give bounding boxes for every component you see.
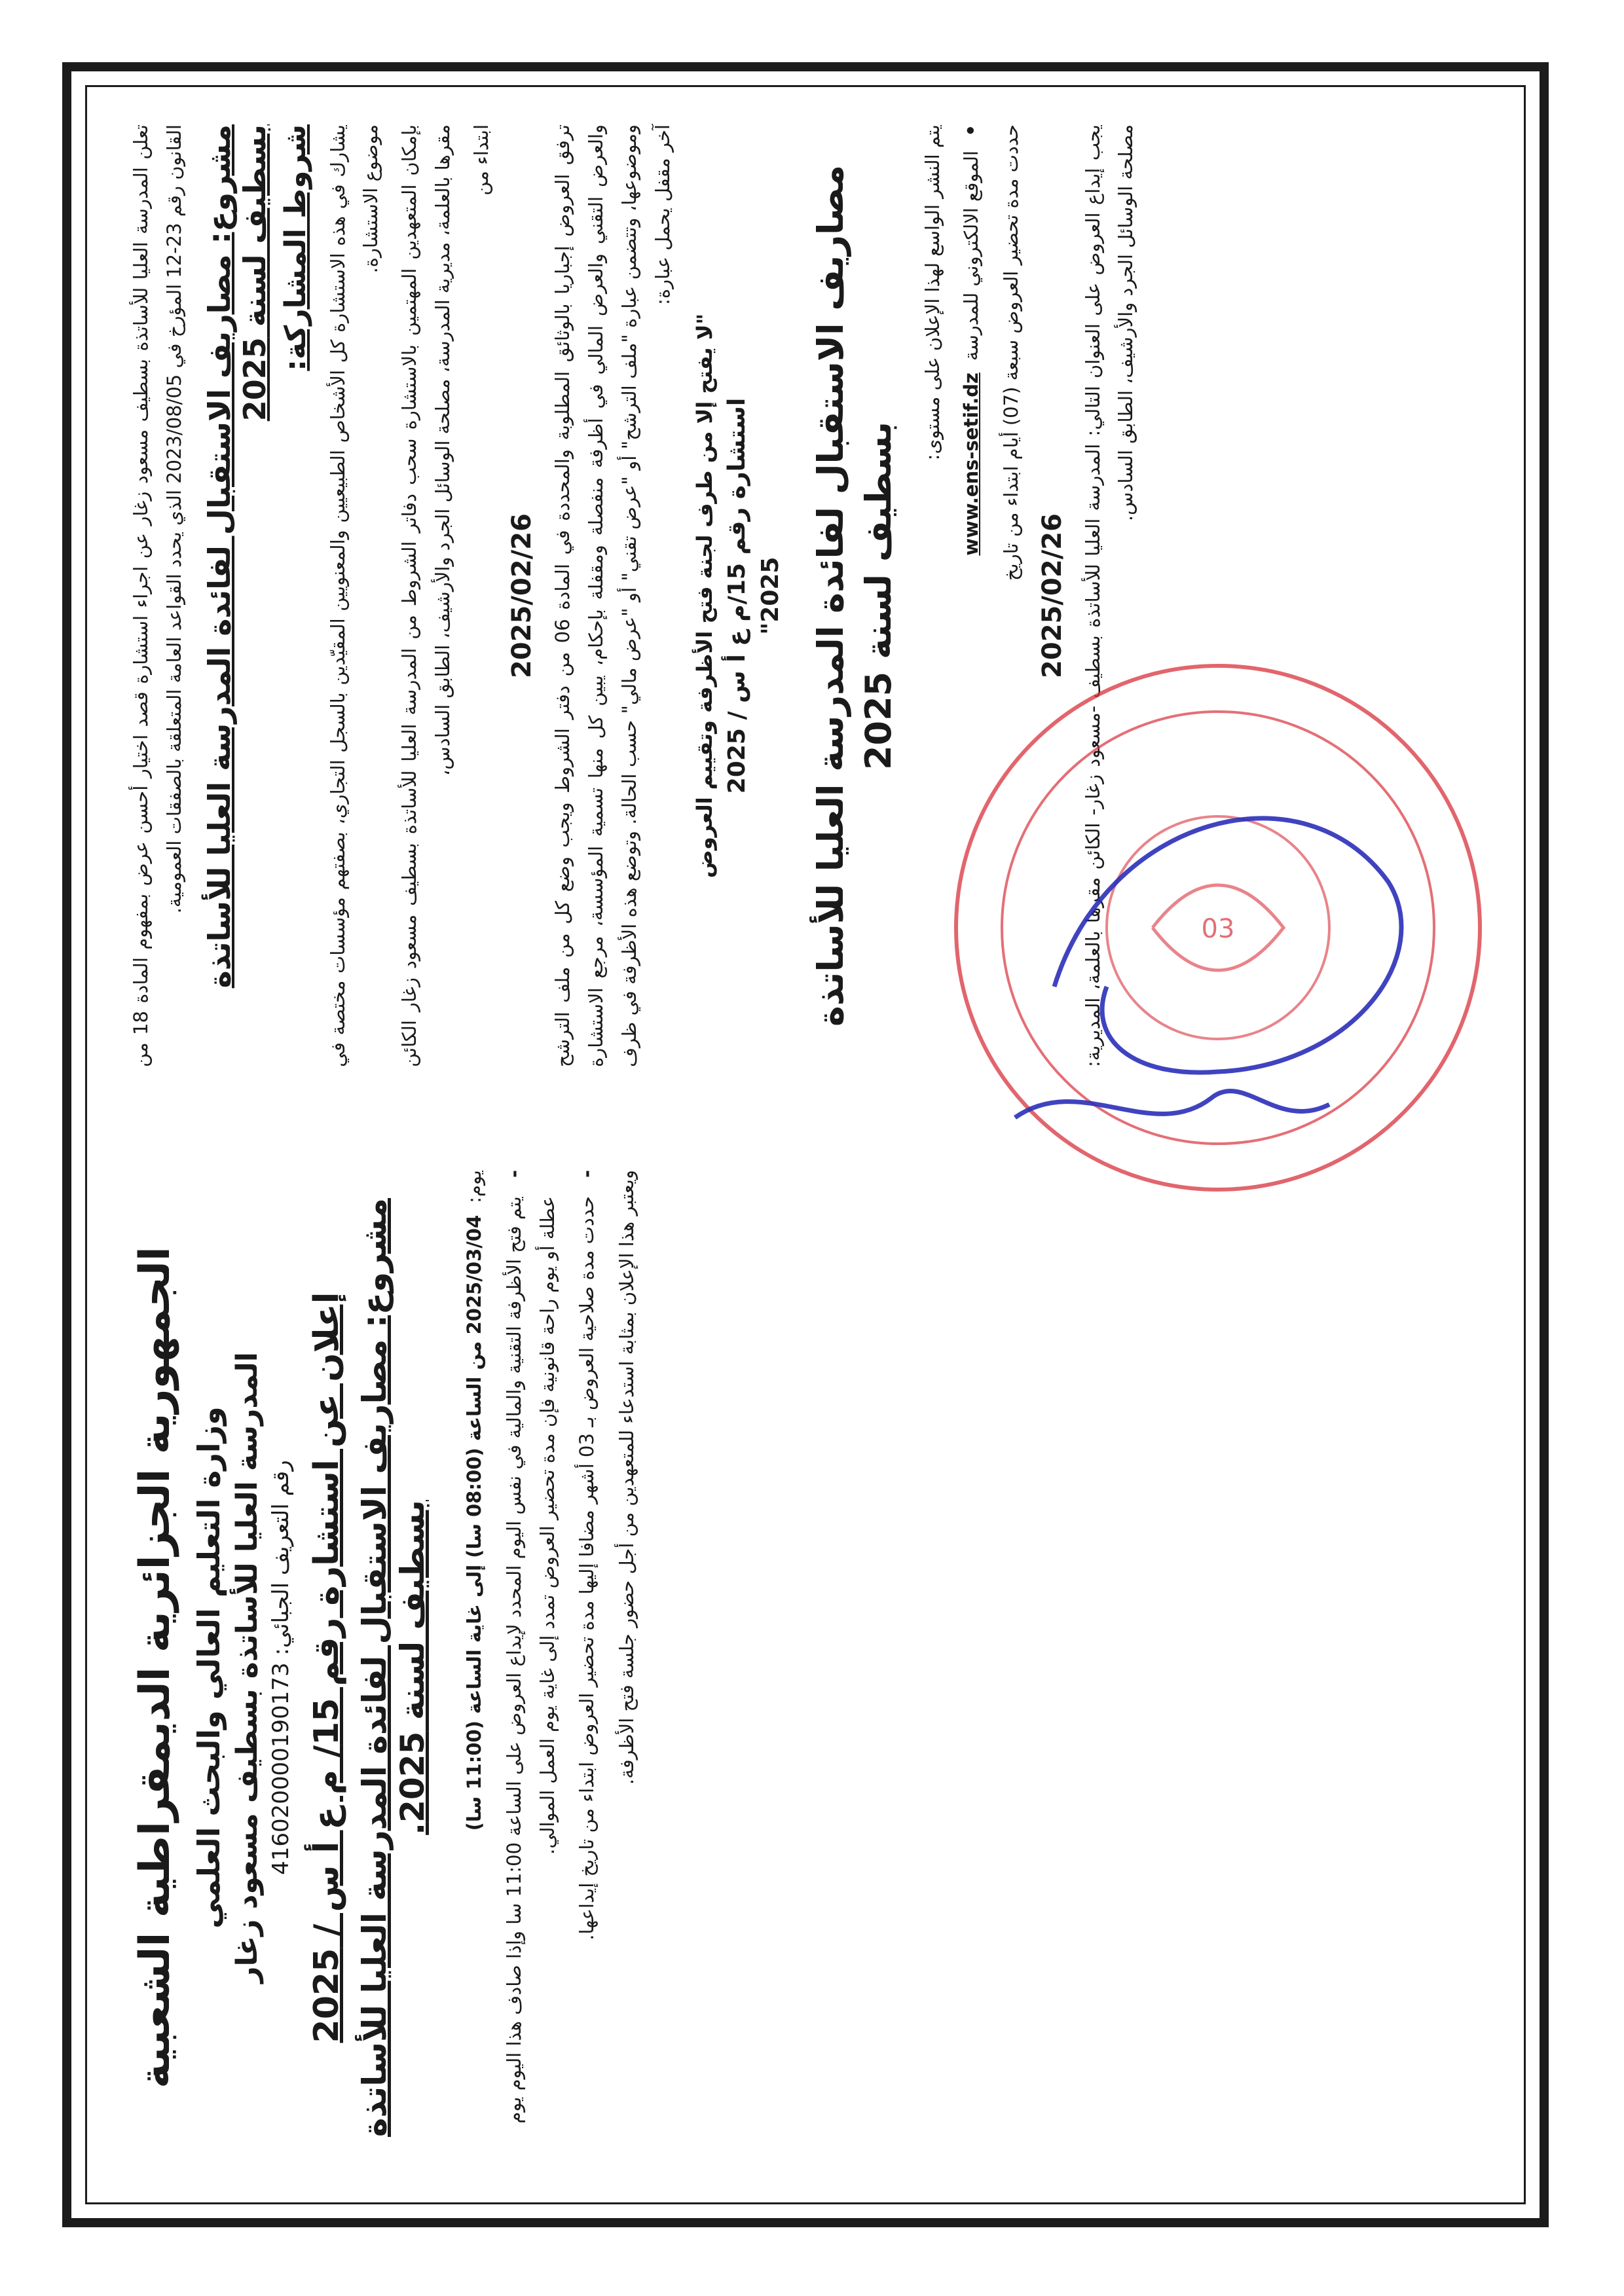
bullet-icon: • [960,124,982,137]
dash-icon: - [576,1170,599,1178]
big-title: مصاريف الاستقبال لفائدة المدرسة العليا للأساتذة [810,165,852,1027]
deposit-paragraph: يجب إيداع العروض على العنوان التالي: المدرسة العليا للأساتذة بسطيف -مسعود زغار- الكائن مقرها بالعلمة، المديرية: مصلحة الوسائل الجرد والأرشيف، الطابق السادس. [1081,124,1137,1067]
header-column [85,1131,1526,2204]
offers-paragraph: ترفق العروض إجباريا بالوثائق المطلوبة والمحددة في المادة 06 من دفتر الشروط ويجب وضع كل من ملف الترشح والعرض التقني والعرض المالي في أظرفة منفصلة ومقفلة بإحكام، يبين كل منها تسمية المؤسسة، مرجع الاستشارة وموضوعها، وتتضمن عبارة "ملف الترشح" أو "عرض تقني" أو "عرض مالي" حسب الحالة. وتوضع هذه الأظرفة في ظرف آخر مقفل يحمل عبارة: [551,124,674,1067]
day-text: 2025/03/04 من الساعة (08:00 سا) إلى غاية الساعة (11:00 سا) [463,1214,485,1831]
ministry-title: وزارة التعليم العالي والبحث العلمي [191,1406,227,1929]
announcement-title: إعلان عن استشارة رقم 15/ م ع أ س / 2025 [307,1292,346,2043]
from-date: 2025/02/26 [507,513,538,678]
validity-item [570,1170,604,2165]
school-title: المدرسة العليا للأساتذة بسطيف مسعود زغار [231,1352,264,1983]
official-stamp-icon [936,646,1500,1209]
publish-paragraph: يتم النشر الواسع لهذا الإعلان على مستوى: [921,124,944,461]
project-line: مشروع: مصاريف الاستقبال لفائدة المدرسة العليا للأساتذة بسطيف لسنة 2025. [356,1197,432,2138]
big-title-year: بسطيف لسنة 2025 [858,421,900,771]
schedule-item [458,1170,491,2165]
website-label: الموقع الالكتروني للمدرسة [960,151,982,361]
from-label: ابتداء من [470,124,492,196]
envelope-quote: "لا يفتح إلا من طرف لجنة فتح الأظرفة وتقييم العروض [692,313,718,879]
republic-title: الجمهورية الجزائرية الديمقراطية الشعبية [131,1247,179,2088]
tax-id: رقم التعريف الجبائي: 416020000190173 [268,1460,294,1875]
day-label: يوم: [463,1170,485,1203]
document-page [85,85,1526,2204]
consult-reference: استشارة رقم 15/م ع أ س / 2025 [724,397,751,794]
validity-text: حددت مدة صلاحية العروض بـ 03 أشهر مضافا إليها مدة تحضير العروض ابتداء من تاريخ إيداعها. [576,1196,599,1941]
withdrawal-paragraph: بإمكان المتعهدين المهتمين بالاستشارة سحب دفاتر الشروط من المدرسة العليا للأساتذة بسطيف مسعود زغار الكائن مقرها بالعلمة، مديرية المدرسة، مصلحة الوسائل الجرد والأرشيف، الطابق السادس، [398,124,454,1067]
intro-paragraph: تعلن المدرسة العليا للأساتذة بسطيف مسعود زغار عن اجراء استشارة قصد اختيار أحسن عرض بمفهوم المادة 18 من القانون رقم 23-12 المؤرخ في 2023/08/05 الذي يحدد القواعد العامة المتعلقة بالصفقات العمومية. [130,124,185,1067]
conditions-title: شروط المشاركة: [278,124,312,371]
svg-text:03: 03 [1201,914,1235,944]
opening-item [498,1170,564,2165]
prep-paragraph: حددت مدة تحضير العروض سبعة (07) أيام ابتداء من تاريخ [999,124,1022,581]
project-subject: مشروع: مصاريف الاستقبال لفائدة المدرسة العليا للأساتذة بسطيف لسنة 2025 [201,124,272,989]
website-link[interactable]: www.ens-setif.dz [960,373,982,556]
dash-icon: - [502,1170,525,1178]
consult-year: 2025" [757,556,784,635]
opening-text: يتم فتح الأظرفة التقنية والمالية في نفس اليوم المحدد لإيداع العروض على الساعة 11:00 سا وإذا صادف هذا اليوم يوم عطلة أو يوم راحة قانونية فإن مدة تحضير العروض تمدد إلى غاية يوم العمل الموالي. [502,1196,559,2124]
conditions-paragraph: يشارك في هذه الاستشارة كل الأشخاص الطبيعيين والمعنويين المقيّدين بالسجل التجاري، بصفتهم مؤسسات مختصة في موضوع الاستشارة. [326,124,382,1067]
invitation-paragraph: ويعتبر هذا الإعلان بمثابة استدعاء للمتعهدين من أجل حضور جلسة فتح الأظرفة. [616,1170,638,1785]
prep-date: 2025/02/26 [1037,513,1067,678]
